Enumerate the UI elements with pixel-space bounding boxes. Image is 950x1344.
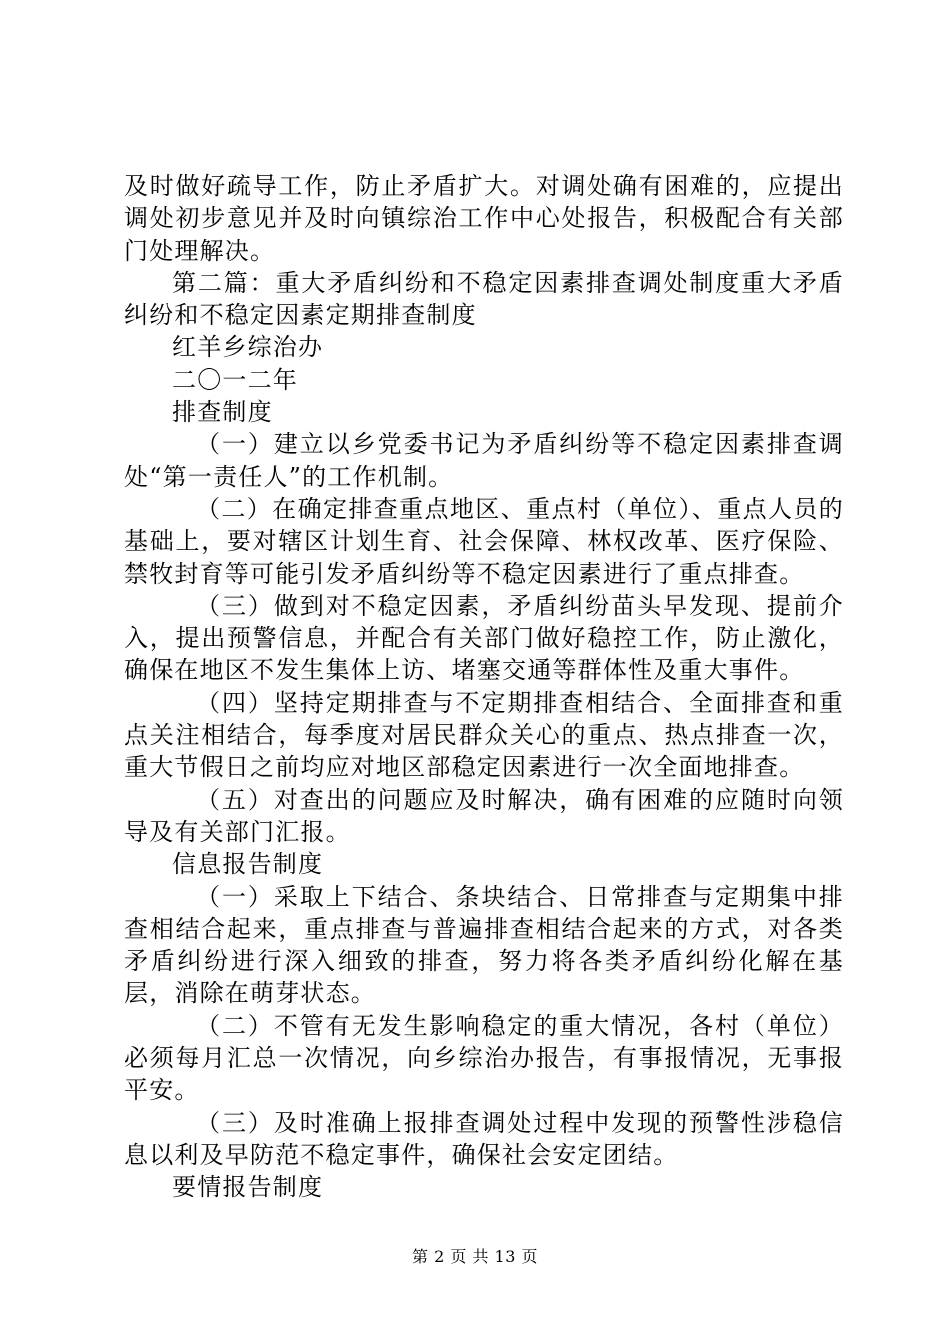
paragraph-continuation: 及时做好疏导工作，防止矛盾扩大。对调处确有困难的，应提出调处初步意见并及时向镇综治工作中心处报告，积极配合有关部门处理解决。 [124, 172, 844, 265]
document-body [124, 170, 844, 1204]
paragraph-investigation-item-4: （四）坚持定期排查与不定期排查相结合、全面排查和重点关注相结合，每季度对居民群众关心的重点、热点排查一次，重大节假日之前均应对地区部稳定因素进行一次全面地排查。 [124, 688, 844, 782]
paragraph-info-report-item-3: （三）及时准确上报排查调处过程中发现的预警性涉稳信息以利及早防范不稳定事件，确保社会安定团结。 [124, 1108, 844, 1169]
page-footer: 第 2 页 共 13 页 [412, 1247, 538, 1266]
paragraph-investigation-item-3: （三）做到对不稳定因素，矛盾纠纷苗头早发现、提前介入，提出预警信息，并配合有关部门做好稳控工作，防止激化，确保在地区不发生集体上访、堵塞交通等群体性及重大事件。 [124, 591, 844, 685]
paragraph-chapter-title: 第二篇：重大矛盾纠纷和不稳定因素排查调处制度重大矛盾纠纷和不稳定因素定期排查制度 [124, 268, 844, 330]
paragraph-info-report-item-2: （二）不管有无发生影响稳定的重大情况，各村（单位）必须每月汇总一次情况，向乡综治办报告，有事报情况，无事报平安。 [124, 1011, 844, 1105]
paragraph-info-report-item-1: （一）采取上下结合、条块结合、日常排查与定期集中排查相结合起来，重点排查与普遍排查相结合起来的方式，对各类矛盾纠纷进行深入细致的排查，努力将各类矛盾纠纷化解在基层，消除在萌芽状态。 [124, 882, 844, 1008]
section-heading-investigation: 排查制度 [172, 398, 273, 427]
paragraph-year: 二〇一二年 [172, 365, 298, 394]
paragraph-organization: 红羊乡综治办 [172, 333, 324, 362]
section-heading-info-report: 信息报告制度 [172, 850, 324, 879]
paragraph-investigation-item-2: （二）在确定排查重点地区、重点村（单位）、重点人员的基础上，要对辖区计划生育、社会保障、林权改革、医疗保险、禁牧封育等可能引发矛盾纠纷等不稳定因素进行了重点排查。 [124, 494, 844, 588]
paragraph-investigation-item-1: （一）建立以乡党委书记为矛盾纠纷等不稳定因素排查调处“第一责任人”的工作机制。 [124, 430, 844, 491]
section-heading-key-report: 要情报告制度 [172, 1173, 324, 1202]
paragraph-investigation-item-5: （五）对查出的问题应及时解决，确有困难的应随时向领导及有关部门汇报。 [124, 785, 844, 846]
